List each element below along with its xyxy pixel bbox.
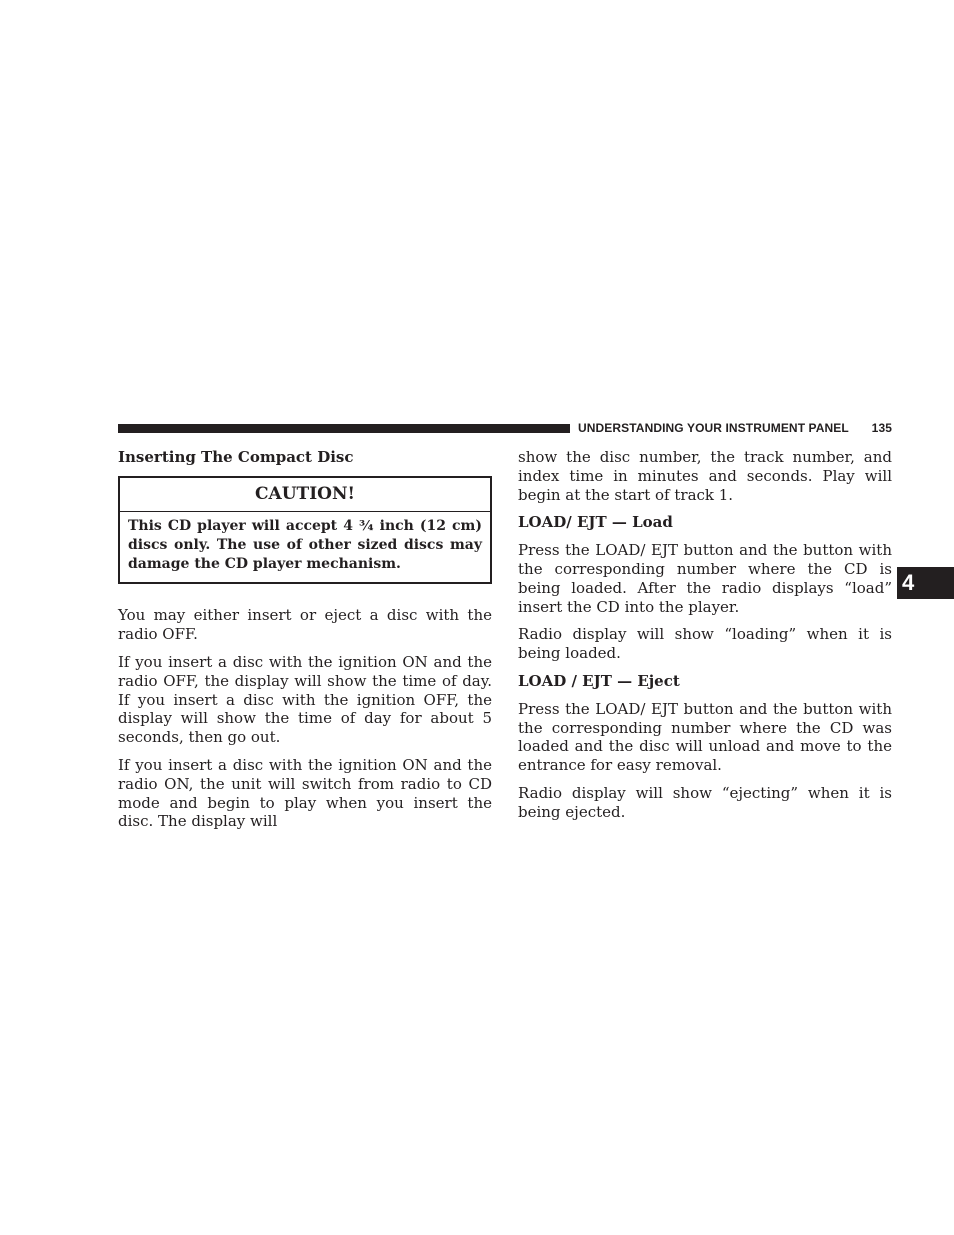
caution-text: This CD player will accept 4 ¾ inch (12 cm) discs only. The use of other sized discs may damage the CD player mechanism. (128, 517, 482, 573)
load-heading: LOAD/ EJT — Load (518, 513, 673, 532)
paragraph: Press the LOAD/ EJT button and the button with the corresponding number where the CD was loaded and the disc will unload and move to the entrance for easy removal. (518, 699, 892, 775)
caution-title: CAUTION! (120, 478, 490, 512)
paragraph: If you insert a disc with the ignition ON and the radio OFF, the display will show the time of day. If you insert a disc with the ignition OFF, the display will show the time of day for about 5 seconds, then go out. (118, 653, 492, 747)
paragraph: Radio display will show “loading” when it is being loaded. (518, 625, 892, 663)
section-heading: Inserting The Compact Disc (118, 448, 354, 466)
paragraph: show the disc number, the track number, and index time in minutes and seconds. Play will begin at the start of track 1. (518, 448, 892, 504)
paragraph: You may either insert or eject a disc with the radio OFF. (118, 606, 492, 644)
header-rule (118, 424, 570, 433)
paragraph: Radio display will show “ejecting” when it is being ejected. (518, 783, 892, 821)
running-head (578, 420, 892, 436)
eject-heading: LOAD / EJT — Eject (518, 671, 680, 690)
paragraph: If you insert a disc with the ignition ON and the radio ON, the unit will switch from radio to CD mode and begin to play when you insert the disc. The display will (118, 755, 492, 831)
page-number: 135 (871, 421, 892, 435)
left-column (118, 448, 492, 840)
caution-box (118, 476, 492, 585)
chapter-tab: 4 (897, 567, 954, 599)
section-title-header: UNDERSTANDING YOUR INSTRUMENT PANEL (578, 421, 849, 435)
paragraph: Press the LOAD/ EJT button and the button with the corresponding number where the CD is being loaded. After the radio displays “load” insert the CD into the player. (518, 541, 892, 616)
right-column (518, 448, 892, 831)
